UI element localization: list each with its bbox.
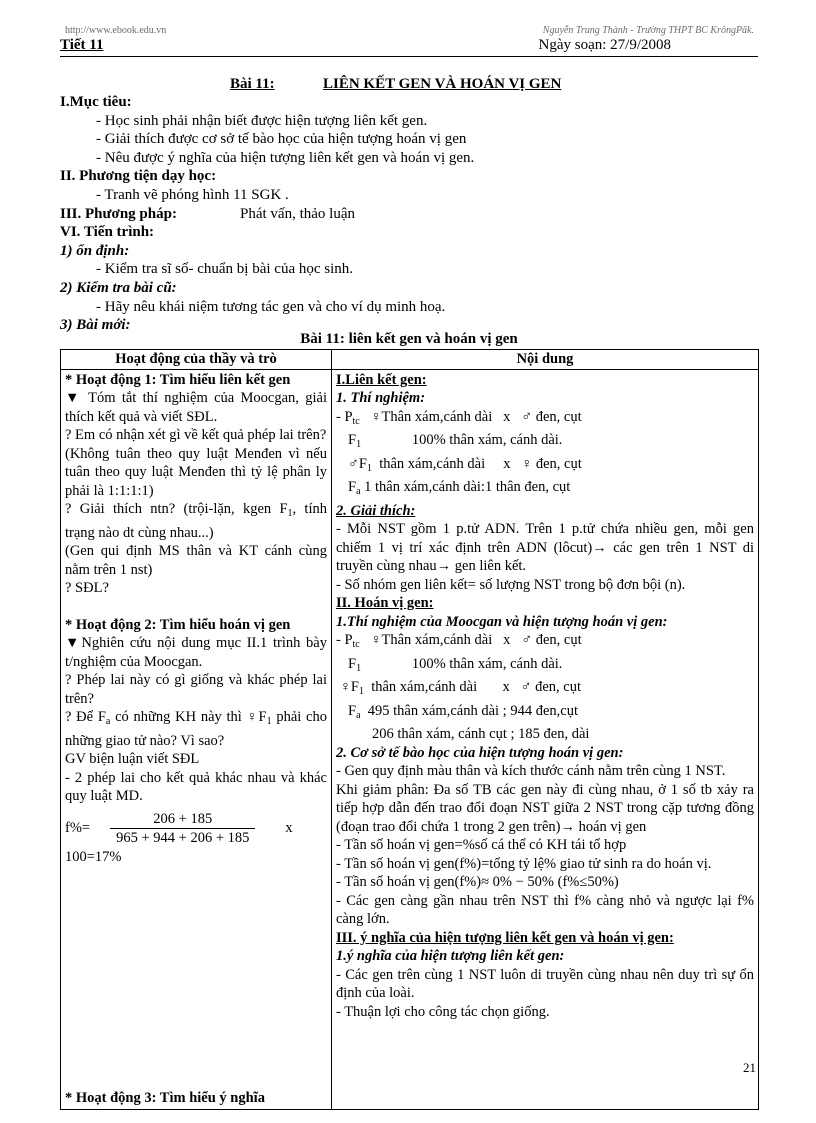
- frequency-formula: [65, 810, 327, 848]
- s2-fa: F: [348, 702, 357, 719]
- header-url: http://www.ebook.edu.vn: [65, 25, 167, 36]
- tien-trinh-heading: VI. Tiến trình:: [60, 224, 155, 241]
- s1-experiment-heading: 1. Thí nghiệm:: [336, 390, 426, 406]
- s3-meaning-heading: 1.ý nghĩa của hiện tượng liên kết gen:: [336, 948, 565, 964]
- s1-f1-sub: 1: [356, 439, 362, 450]
- formula-denominator: 965 + 944 + 206 + 185: [116, 830, 250, 846]
- s1-cross-fa: [336, 478, 754, 502]
- s3-meaning-1: - Các gen trên cùng 1 NST luôn di truyền cùng nhau nên duy trì sự ổn định của loài.: [336, 966, 754, 1001]
- hd2-question-2: [65, 708, 327, 750]
- s2-cytology-4: - Tần số hoán vị gen(f%)=tổng tỷ lệ% giao tử sinh ra do hoán vị.: [336, 855, 712, 872]
- hd1-q2-sub: 1: [287, 508, 293, 519]
- hd2-gv-note: GV biện luận viết SĐL: [65, 751, 200, 767]
- phuong-tien-heading: II. Phương tiện dạy học:: [60, 168, 217, 185]
- intro-section: [60, 93, 760, 335]
- muc-tieu-heading: I.Mục tiêu:: [60, 94, 132, 110]
- on-dinh-item: - Kiểm tra sĩ số- chuẩn bị bài của học sinh.: [96, 261, 354, 278]
- s2-cross-p: [336, 631, 754, 655]
- formula-times: x: [285, 820, 293, 837]
- hd2-note: - 2 phép lai cho kết quả khác nhau và khác quy luật MD.: [65, 769, 327, 804]
- col-right-header: Nội dung: [332, 350, 759, 370]
- s2-cross-f1x: [336, 678, 754, 702]
- lesson-title: LIÊN KẾT GEN VÀ HOÁN VỊ GEN: [323, 76, 562, 92]
- s2-cross-f1: [336, 655, 754, 679]
- hd2-q2-text: ? Để F: [65, 709, 106, 725]
- s1-cross-f1: [336, 431, 754, 455]
- s2-fa-text: 495 thân xám,cánh dài ; 944 đen,cụt: [360, 702, 578, 719]
- hd1-answer-1: (Không tuân theo quy luật Menđen vì nếu tuân theo quy luật Menđen thì tỷ lệ phân ly phải là 1:1:1:1): [65, 445, 327, 499]
- on-dinh-heading: 1) ổn định:: [60, 242, 130, 259]
- bai-moi-heading: 3) Bài mới:: [60, 317, 131, 334]
- hd1-question-2: [65, 500, 327, 542]
- hd1-question-3: ? SĐL?: [65, 580, 109, 596]
- hd1-q2-text: ? Giải thích ntn? (trội-lặn, kgen F: [65, 501, 288, 517]
- col-left-header: Hoạt động của thầy và trò: [61, 350, 332, 370]
- s2-fa-sub: a: [356, 709, 361, 721]
- muc-tieu-item: - Nêu được ý nghĩa của hiện tượng liên kết gen và hoán vị gen.: [96, 149, 475, 166]
- s1-fa-sub: a: [356, 486, 361, 497]
- s1-cross-p: [336, 408, 754, 432]
- s2-f1x-text: thân xám,cánh dài x ♂ đen, cụt: [363, 679, 581, 695]
- s1-explanation-heading: 2. Giải thích:: [336, 502, 416, 519]
- header-divider: [60, 56, 758, 57]
- formula-label: f%=: [65, 820, 91, 837]
- formula-result: 100=17%: [65, 848, 122, 865]
- prep-date: Ngày soạn: 27/9/2008: [538, 37, 671, 53]
- kiem-tra-item: - Hãy nêu khái niệm tương tác gen và cho ví dụ minh hoạ.: [96, 298, 446, 315]
- s2-cytology-2: Khi giảm phân: Đa số TB các gen này đi cùng nhau, ở 1 số tb xảy ra tiếp hợp dẫn đến trao đổi đoạn NST giữa 2 NST trong cặp tương đồng (đoạn trao đổi chứa 1 trong 2 gen trên)→ hoán vị gen: [336, 781, 754, 835]
- muc-tieu-item: - Học sinh phải nhận biết được hiện tượng liên kết gen.: [96, 112, 428, 129]
- s1-f1-text: 100% thân xám, cánh dài.: [361, 432, 563, 448]
- hd3-title: * Hoạt động 3: Tìm hiểu ý nghĩa: [65, 1090, 265, 1106]
- s2-cytology-3: - Tần số hoán vị gen=%số cá thể có KH tái tổ hợp: [336, 837, 627, 853]
- hd1-question-1: ? Em có nhận xét gì về kết quả phép lai trên?: [65, 427, 327, 443]
- phuong-phap-heading: III. Phương pháp:: [60, 205, 177, 222]
- hd1-q2-text-end: , tính trạng nào dt cùng nhau...): [65, 501, 327, 541]
- section-2-heading: II. Hoán vị gen:: [336, 595, 434, 611]
- hd2-q2-text-end: phải cho những giao tử nào? Vì sao?: [65, 709, 327, 749]
- s1-f1: F: [348, 432, 357, 448]
- table-caption: Bài 11: liên kết gen và hoán vị gen: [300, 331, 518, 347]
- phuong-phap-text: Phát vấn, thảo luận: [240, 205, 355, 222]
- s2-p-text: ♀Thân xám,cánh dài x ♂ đen, cụt: [359, 632, 582, 648]
- phuong-tien-item: - Tranh vẽ phóng hình 11 SGK .: [96, 186, 289, 203]
- hd2-q2-sub: a: [105, 716, 111, 727]
- s1-cross-f1x: [336, 455, 754, 479]
- kiem-tra-heading: 2) Kiểm tra bài cũ:: [60, 279, 177, 296]
- header-author: Nguyễn Trung Thành - Trường THPT BC KrôngPăk.: [542, 25, 754, 36]
- s2-cross-fa: [336, 702, 754, 726]
- hd2-question-1: ? Phép lai này có gì giống và khác phép lai trên?: [65, 672, 327, 707]
- s1-f1x: ♂F: [348, 455, 367, 472]
- muc-tieu-item: - Giải thích được cơ sở tế bào học của hiện tượng hoán vị gen: [96, 131, 467, 148]
- s3-meaning-2: - Thuận lợi cho công tác chọn giống.: [336, 1003, 550, 1020]
- s2-cytology-6: - Các gen càng gần nhau trên NST thì f% càng nhỏ và ngược lại f% càng lớn.: [336, 892, 754, 927]
- s2-f1x: ♀F: [340, 679, 359, 695]
- teacher-activities-cell: [61, 369, 332, 1109]
- hd2-q2-sub2: 1: [266, 716, 272, 727]
- s1-f1x-sub: 1: [366, 462, 372, 474]
- s2-p-sub: tc: [352, 639, 360, 650]
- hd1-task: ▼ Tóm tắt thí nghiệm của Moocgan, giải thích kết quả và viết SĐL.: [65, 390, 327, 425]
- hd1-answer-2: (Gen qui định MS thân và KT cánh cùng nằm trên 1 nst): [65, 543, 327, 578]
- section-3-heading: III. ý nghĩa của hiện tượng liên kết gen và hoán vị gen:: [336, 929, 674, 946]
- section-1-heading: I.Liên kết gen:: [336, 371, 427, 388]
- lesson-table: [60, 349, 759, 1110]
- hd2-task: ▼Nghiên cứu nội dung mục II.1 trình bày t/nghiệm của Moocgan.: [65, 635, 327, 670]
- s1-p-sub: tc: [352, 415, 360, 427]
- s2-cytology-heading: 2. Cơ sở tế bào học của hiện tượng hoán vị gen:: [336, 744, 624, 761]
- s2-f1: F: [348, 655, 357, 672]
- s1-p: - P: [336, 408, 353, 425]
- s2-experiment-heading: 1.Thí nghiệm của Moocgan và hiện tượng hoán vị gen:: [336, 613, 668, 630]
- s2-f1-sub: 1: [356, 662, 362, 674]
- s2-f1-text: 100% thân xám, cánh dài.: [361, 655, 563, 672]
- s2-cytology-1: - Gen quy định màu thân và kích thước cánh nằm trên cùng 1 NST.: [336, 763, 726, 779]
- s2-cross-fa-2: 206 thân xám, cánh cụt ; 185 đen, dài: [372, 726, 590, 742]
- content-cell: [332, 369, 759, 1109]
- s2-p: - P: [336, 632, 353, 648]
- formula-numerator: 206 + 185: [110, 810, 255, 830]
- lesson-title-number: Bài 11:: [230, 76, 275, 92]
- s1-p-text: ♀Thân xám,cánh dài x ♂ đen, cụt: [359, 408, 582, 425]
- hd2-q2-text-mid: có những KH này thì ♀F: [110, 709, 267, 725]
- table-header-row: [61, 350, 759, 370]
- s1-f1x-text: thân xám,cánh dài x ♀ đen, cụt: [371, 455, 582, 472]
- table-row: [61, 369, 759, 1109]
- s1-explanation-1: - Mỗi NST gồm 1 p.tử ADN. Trên 1 p.tử chứa nhiều gen, mỗi gen chiếm 1 vị trí xác định trên ADN (lôcut)→ các gen trên 1 NST di truyền cùng nhau→ gen liên kết.: [336, 521, 754, 574]
- lesson-number: Tiết 11: [60, 37, 104, 53]
- hd1-title: * Hoạt động 1: Tìm hiểu liên kết gen: [65, 371, 291, 388]
- s2-f1x-sub: 1: [358, 686, 364, 697]
- page-number: 21: [743, 1060, 756, 1075]
- s1-fa: F: [348, 479, 357, 495]
- formula-fraction: [110, 810, 255, 848]
- s2-cytology-5: - Tần số hoán vị gen(f%)≈ 0% − 50% (f%≤50%): [336, 874, 619, 890]
- s1-fa-text: 1 thân xám,cánh dài:1 thân đen, cụt: [360, 479, 571, 495]
- s1-explanation-2: - Số nhóm gen liên kết= số lượng NST trong bộ đơn bội (n).: [336, 576, 686, 593]
- hd2-title: * Hoạt động 2: Tìm hiểu hoán vị gen: [65, 616, 291, 633]
